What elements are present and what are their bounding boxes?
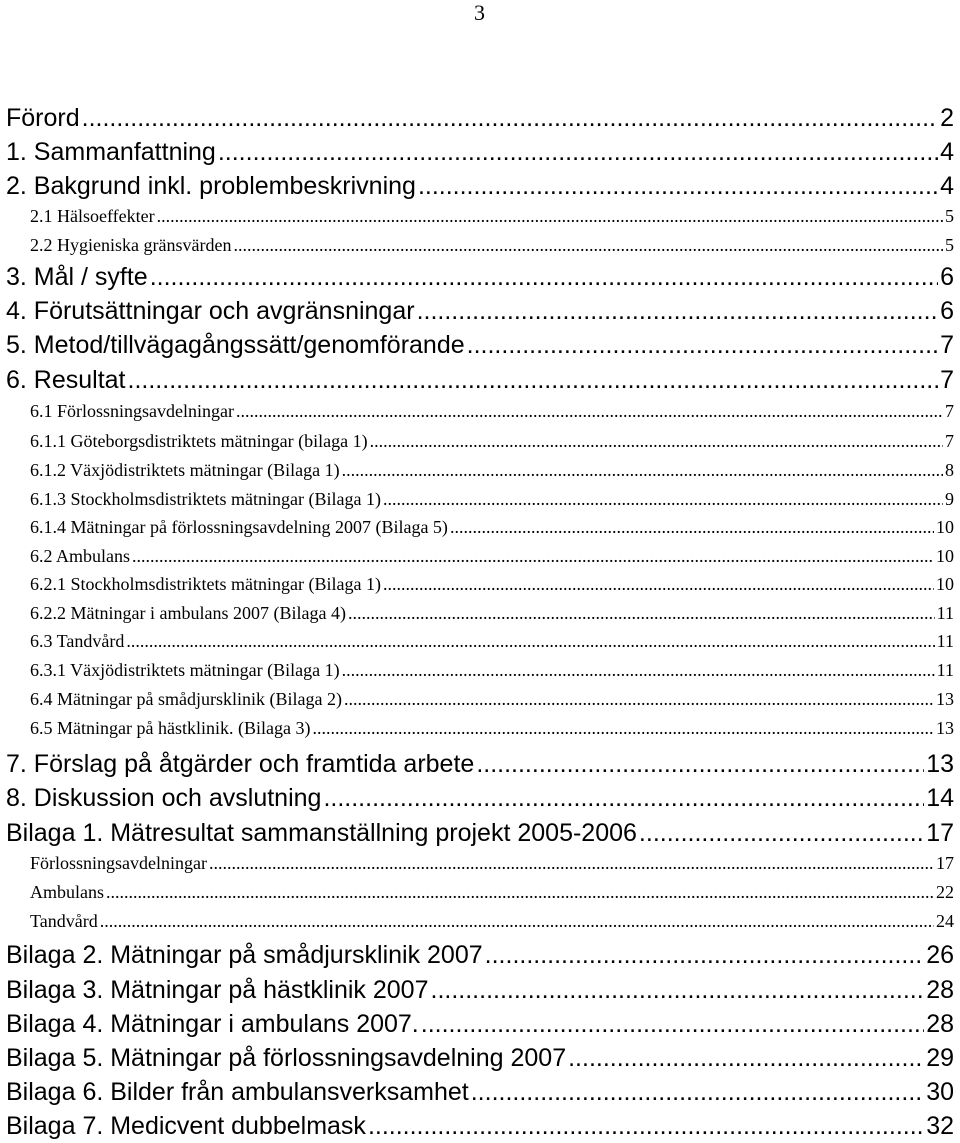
toc-entry-label: Tandvård [30, 911, 98, 931]
toc-leader-dots [471, 1075, 924, 1109]
toc-entry-page: 28 [926, 1010, 954, 1038]
toc-entry[interactable] [30, 628, 954, 654]
toc-entry-page: 29 [926, 1044, 954, 1072]
toc-entry-page: 8 [945, 460, 954, 480]
toc-entry-page: 4 [940, 138, 954, 166]
toc-entry-label: 6.1.1 Göteborgsdistriktets mätningar (bilaga 1) [30, 431, 368, 451]
toc-leader-dots [342, 457, 943, 483]
toc-entry-label: 6.1.2 Växjödistriktets mätningar (Bilaga 1) [30, 460, 340, 480]
toc-entry[interactable] [30, 600, 954, 626]
toc-entry[interactable] [6, 363, 954, 397]
toc-entry-label: 6.4 Mätningar på smådjursklinik (Bilaga 2) [30, 689, 342, 709]
toc-entry-label: 6.1.3 Stockholmsdistriktets mätningar (Bilaga 1) [30, 489, 381, 509]
toc-leader-dots [236, 398, 943, 424]
toc-entry[interactable] [30, 908, 954, 934]
toc-entry-label: 6.2 Ambulans [30, 546, 131, 566]
toc-leader-dots [312, 715, 934, 741]
toc-leader-dots [218, 135, 938, 169]
toc-entry[interactable] [30, 686, 954, 712]
toc-leader-dots [209, 850, 934, 876]
toc-entry-label: Ambulans [30, 882, 104, 902]
toc-entry-label: 6.1.4 Mätningar på förlossningsavdelning 2007 (Bilaga 5) [30, 517, 448, 537]
toc-entry-label: Bilaga 2. Mätningar på smådjursklinik 2007 [6, 941, 483, 969]
toc-leader-dots [233, 232, 943, 258]
toc-entry[interactable] [6, 781, 954, 815]
toc-leader-dots [485, 938, 925, 972]
toc-leader-dots [383, 571, 934, 597]
page-number: 3 [474, 0, 485, 25]
toc-entry-page: 32 [926, 1112, 954, 1140]
toc-entry[interactable] [6, 1041, 954, 1075]
toc-entry-page: 6 [940, 263, 954, 291]
toc-entry-label: Bilaga 3. Mätningar på hästklinik 2007 [6, 976, 429, 1004]
toc-leader-dots [82, 101, 938, 135]
toc-entry-label: 6.3.1 Växjödistriktets mätningar (Bilaga 1) [30, 660, 340, 680]
toc-entry-page: 13 [926, 750, 954, 778]
toc-leader-dots [132, 543, 934, 569]
toc-entry[interactable] [6, 294, 954, 328]
toc-leader-dots [323, 781, 924, 815]
toc-entry-label: 7. Förslag på åtgärder och framtida arbete [6, 750, 475, 778]
toc-entry-page: 17 [926, 819, 954, 847]
toc-leader-dots [348, 600, 935, 626]
toc-leader-dots [106, 879, 934, 905]
toc-entry-label: 6.2.2 Mätningar i ambulans 2007 (Bilaga 4) [30, 603, 346, 623]
toc-entry[interactable] [30, 715, 954, 741]
toc-entry-page: 30 [926, 1078, 954, 1106]
toc-entry-page: 24 [936, 911, 954, 931]
toc-entry-page: 11 [936, 660, 954, 680]
toc-entry[interactable] [30, 398, 954, 424]
toc-entry[interactable] [6, 1075, 954, 1109]
toc-entry-label: 6.3 Tandvård [30, 631, 125, 651]
toc-entry-page: 4 [940, 172, 954, 200]
toc-entry-label: 6.5 Mätningar på hästklinik. (Bilaga 3) [30, 718, 311, 738]
toc-entry-label: 2. Bakgrund inkl. problembeskrivning [6, 172, 416, 200]
toc-leader-dots [157, 203, 943, 229]
toc-entry[interactable] [30, 457, 954, 483]
toc-leader-dots [128, 363, 939, 397]
toc-entry-label: Bilaga 4. Mätningar i ambulans 2007. [6, 1010, 419, 1038]
toc-entry-page: 7 [940, 366, 954, 394]
toc-leader-dots [100, 908, 934, 934]
toc-entry[interactable] [6, 1109, 954, 1143]
toc-entry-label: 1. Sammanfattning [6, 138, 216, 166]
toc-entry-page: 10 [936, 574, 954, 594]
toc-entry-label: 5. Metod/tillvägagångssätt/genomförande [6, 331, 465, 359]
toc-entry-page: 13 [936, 689, 954, 709]
toc-leader-dots [342, 657, 935, 683]
toc-entry-page: 17 [936, 853, 954, 873]
toc-entry-label: 6. Resultat [6, 366, 126, 394]
toc-entry-page: 9 [945, 489, 954, 509]
toc-entry[interactable] [6, 938, 954, 972]
toc-entry[interactable] [30, 571, 954, 597]
toc-entry[interactable] [6, 747, 954, 781]
toc-leader-dots [150, 260, 938, 294]
toc-leader-dots [368, 1109, 924, 1143]
toc-entry-label: 6.2.1 Stockholmsdistriktets mätningar (Bilaga 1) [30, 574, 381, 594]
toc-entry[interactable] [6, 169, 954, 203]
toc-entry[interactable] [30, 657, 954, 683]
toc-entry-page: 5 [945, 206, 954, 226]
toc-leader-dots [639, 816, 924, 850]
toc-entry[interactable] [6, 328, 954, 362]
toc-leader-dots [450, 514, 934, 540]
toc-entry-page: 26 [926, 941, 954, 969]
toc-entry[interactable] [6, 1007, 954, 1041]
toc-leader-dots [418, 169, 938, 203]
toc-entry[interactable] [30, 428, 954, 454]
toc-leader-dots [476, 747, 924, 781]
toc-entry-label: Bilaga 1. Mätresultat sammanställning projekt 2005-2006 [6, 819, 637, 847]
toc-entry[interactable] [30, 486, 954, 512]
toc-leader-dots [417, 294, 939, 328]
toc-entry-label: 8. Diskussion och avslutning [6, 784, 322, 812]
toc-entry[interactable] [6, 101, 954, 135]
toc-entry[interactable] [30, 879, 954, 905]
toc-entry[interactable] [30, 514, 954, 540]
toc-entry-label: Bilaga 5. Mätningar på förlossningsavdelning 2007 [6, 1044, 567, 1072]
toc-entry-page: 10 [936, 517, 954, 537]
toc-leader-dots [568, 1041, 924, 1075]
toc-entry[interactable] [6, 973, 954, 1007]
toc-entry-label: Förord [6, 104, 80, 132]
toc-entry-page: 7 [945, 431, 954, 451]
toc-entry-page: 13 [936, 718, 954, 738]
toc-entry-page: 28 [926, 976, 954, 1004]
toc-entry[interactable] [30, 850, 954, 876]
toc-entry-page: 7 [940, 331, 954, 359]
toc-entry[interactable] [6, 135, 954, 169]
toc-entry-page: 14 [926, 784, 954, 812]
toc-leader-dots [421, 1007, 924, 1041]
toc-entry[interactable] [30, 232, 954, 258]
toc-leader-dots [383, 486, 943, 512]
toc-leader-dots [126, 628, 934, 654]
toc-entry-label: 2.2 Hygieniska gränsvärden [30, 235, 232, 255]
toc-entry[interactable] [6, 816, 954, 850]
toc-entry-page: 22 [936, 882, 954, 902]
toc-leader-dots [431, 973, 925, 1007]
toc-entry-label: 6.1 Förlossningsavdelningar [30, 401, 234, 421]
toc-entry-page: 5 [945, 235, 954, 255]
toc-entry-label: 2.1 Hälsoeffekter [30, 206, 155, 226]
toc-leader-dots [467, 328, 938, 362]
toc-entry-page: 7 [945, 401, 954, 421]
toc-entry-label: 3. Mål / syfte [6, 263, 148, 291]
toc-entry-label: Bilaga 6. Bilder från ambulansverksamhet [6, 1078, 469, 1106]
toc-entry-page: 10 [936, 546, 954, 566]
toc-leader-dots [344, 686, 934, 712]
toc-entry-label: Bilaga 7. Medicvent dubbelmask [6, 1112, 366, 1140]
toc-entry-page: 6 [940, 297, 954, 325]
toc-entry[interactable] [6, 260, 954, 294]
toc-entry[interactable] [30, 543, 954, 569]
toc-entry-page: 11 [936, 603, 954, 623]
toc-leader-dots [370, 428, 943, 454]
toc-entry-page: 2 [940, 104, 954, 132]
toc-entry-page: 11 [936, 631, 954, 651]
toc-entry-label: Förlossningsavdelningar [30, 853, 207, 873]
toc-entry[interactable] [30, 203, 954, 229]
toc-entry-label: 4. Förutsättningar och avgränsningar [6, 297, 415, 325]
